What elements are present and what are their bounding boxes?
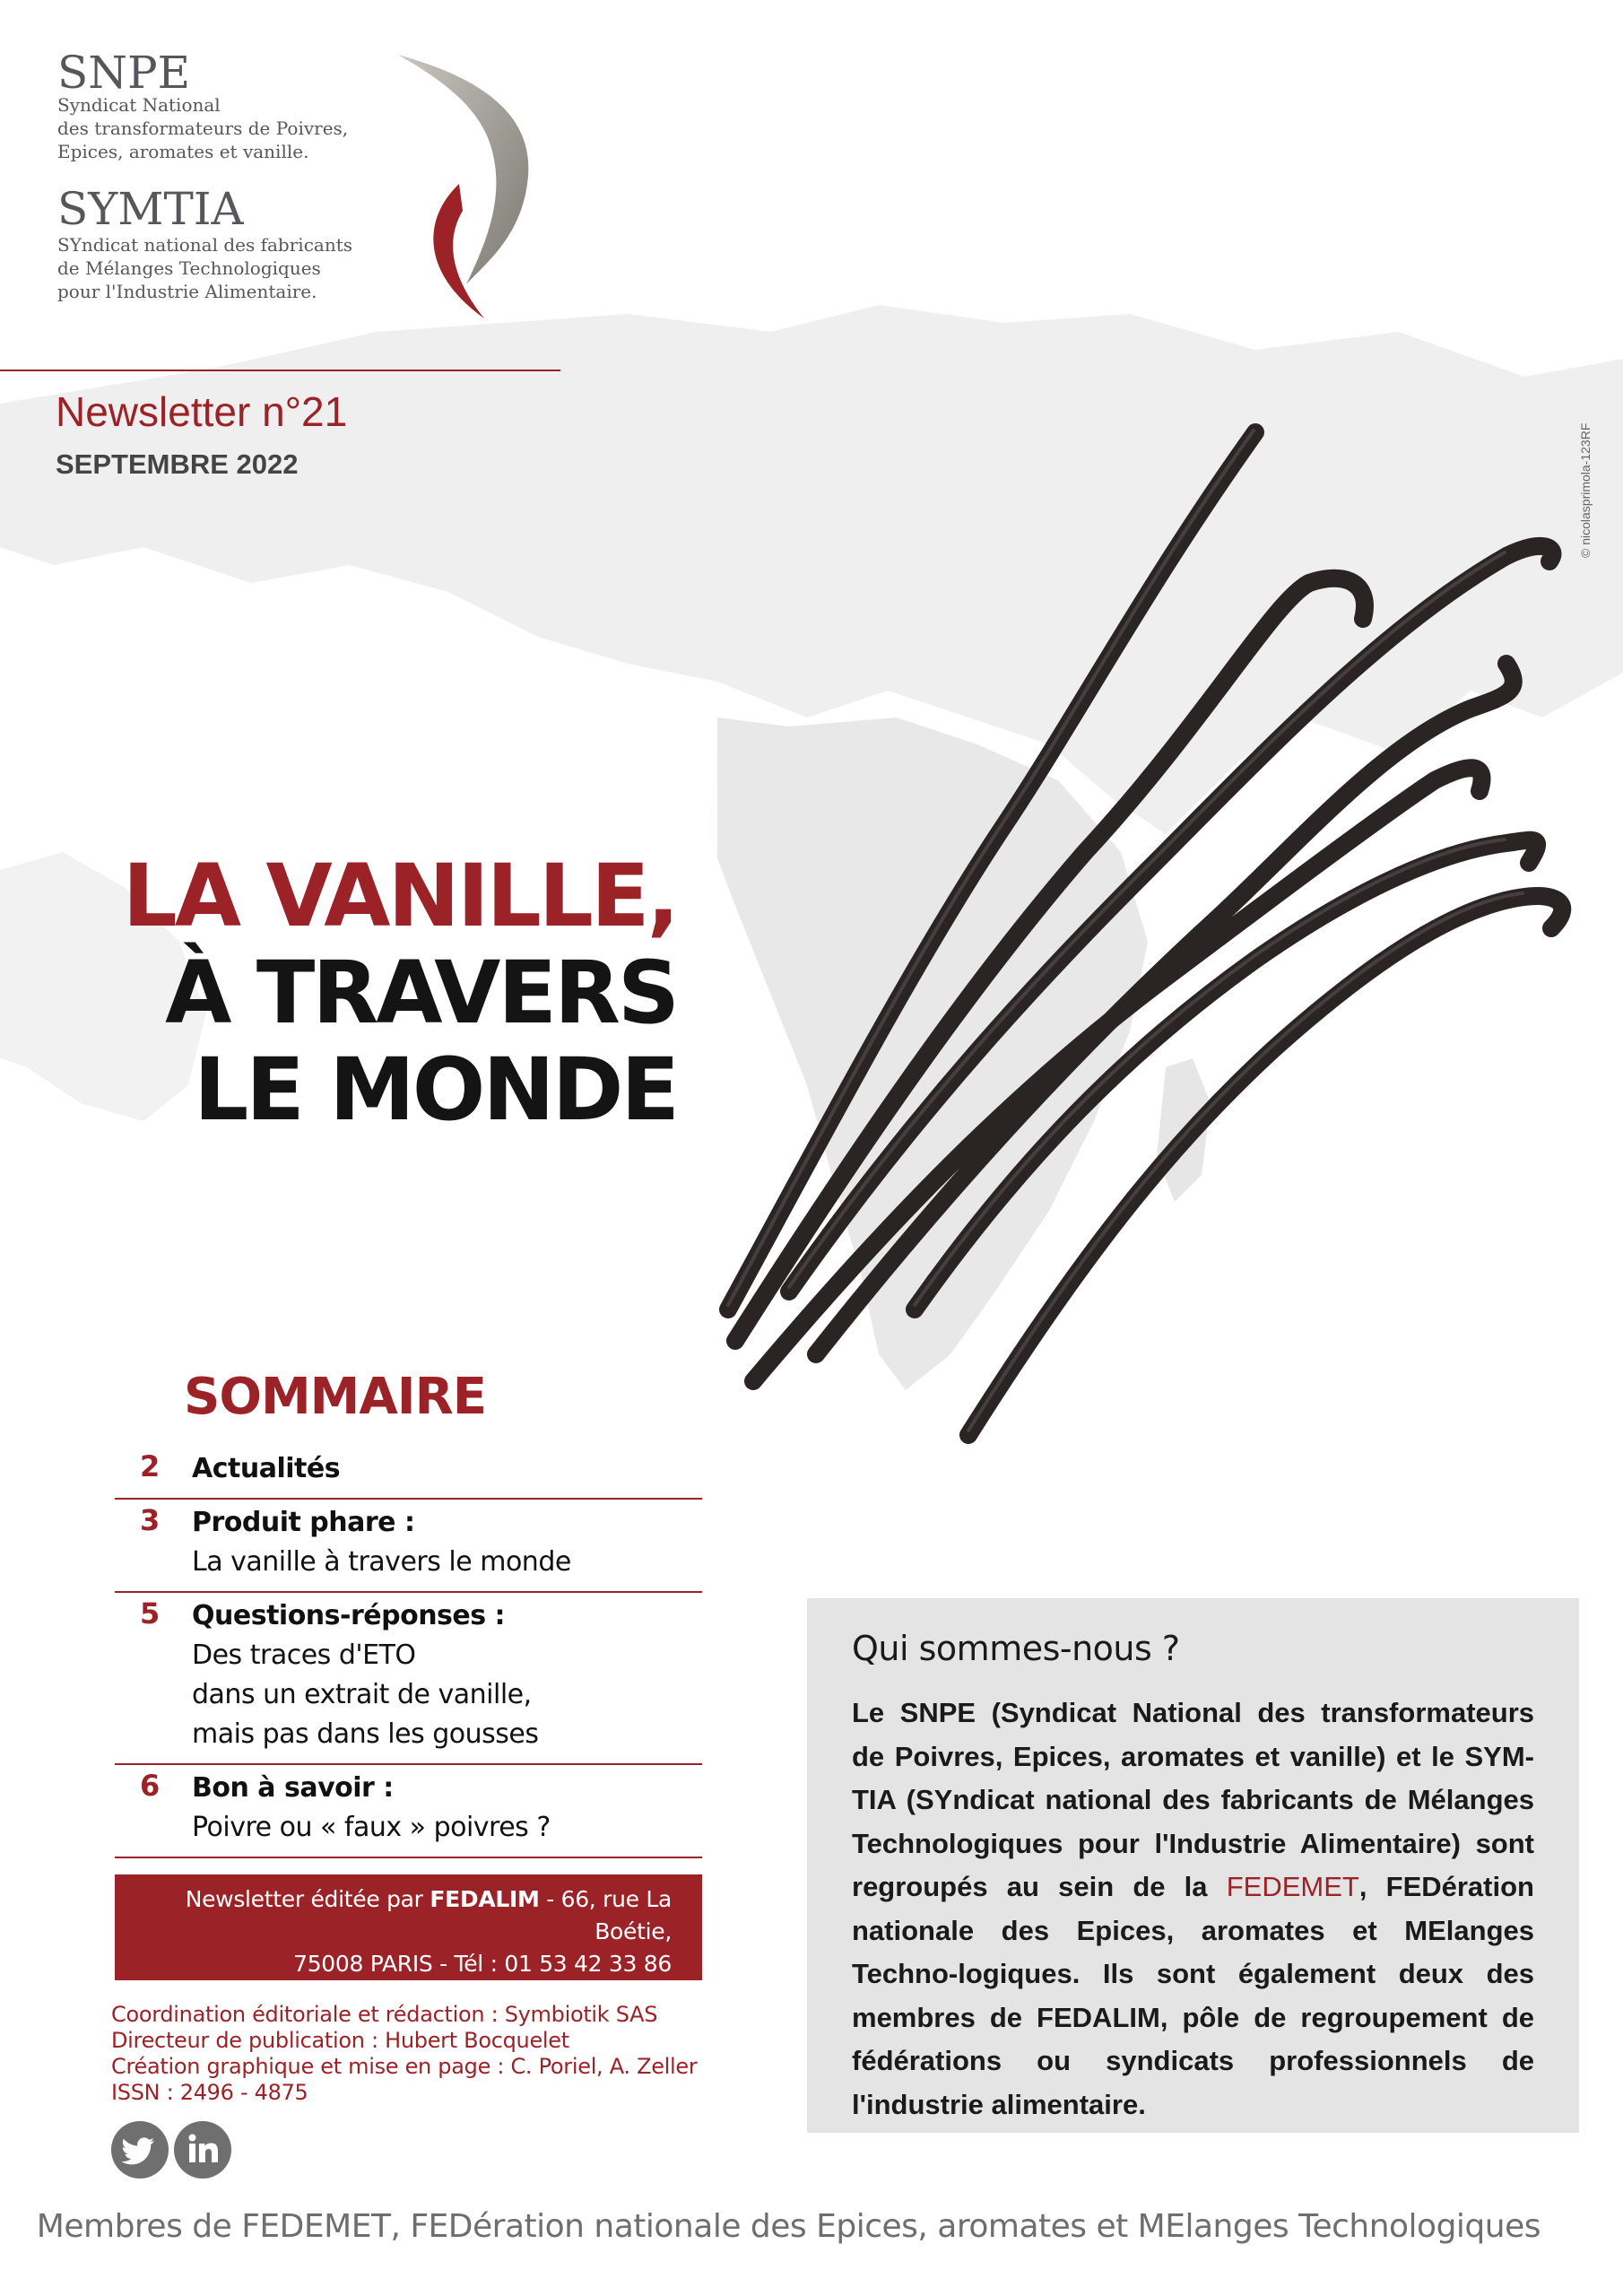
toc-item-title: Bon à savoir : [192,1772,394,1804]
about-text-part: Le SNPE (Syndicat National des transformateurs de Poivres, Epices, aromates et vanille) et le SYM-TIA (SYndicat national des fabricants de Mélanges Technologiques pour l'Industrie Alimentaire) sont regroupés au sein de la [852,1697,1534,1902]
toc-item-subtitle: La vanille à travers le monde [192,1546,571,1578]
footer-text: Membres de FEDEMET, FEDération nationale des Epices, aromates et MElanges Technologiques [36,2208,1541,2245]
toc-page-number: 6 [140,1769,161,1803]
credit-line: Coordination éditoriale et rédaction : Symbiotik SAS [111,2002,658,2027]
toc-page-number: 5 [140,1596,161,1631]
vanilla-pods-illustration [699,404,1596,1480]
main-title-line-1: LA VANILLE, [122,846,677,946]
newsletter-date: SEPTEMBRE 2022 [56,448,299,480]
toc-item-title: Produit phare : [192,1507,415,1538]
about-text-part: , FEDération nationale des Epices, aromates et MElanges Techno-logiques. Ils sont également deux des membres de FEDALIM, pôle de regroupement de fédérations ou syndicats professionnels de l'industrie alimentaire. [852,1871,1534,2120]
publisher-address: - 66, rue La Boétie, [539,1886,672,1944]
toc-item[interactable] [115,1593,702,1765]
snpe-description: Syndicat National des transformateurs de Poivres, Epices, aromates et vanille. [57,94,349,162]
symtia-description: SYndicat national des fabricants de Mélanges Technologiques pour l'Industrie Alimentaire. [57,234,352,302]
snpe-logo-name: SNPE [57,47,191,99]
linkedin-icon[interactable] [174,2121,231,2179]
about-heading: Qui sommes-nous ? [852,1629,1180,1668]
photo-credit: © nicolasprimola-123RF [1578,422,1593,558]
publisher-org: FEDALIM [430,1886,540,1912]
publisher-line-2: 75008 PARIS - Tél : 01 53 42 33 86 [293,1951,672,1977]
publisher-box [115,1874,702,2009]
newsletter-number: Newsletter n°21 [56,388,348,435]
toc-page-number: 3 [140,1503,161,1537]
about-box [807,1598,1579,2133]
sommaire-heading: SOMMAIRE [184,1368,486,1426]
table-of-contents [115,1446,702,1858]
editorial-credits [111,2002,697,2106]
toc-item-title: Questions-réponses : [192,1600,506,1631]
twitter-icon[interactable] [111,2121,169,2179]
swoosh-logo-icon [386,49,547,327]
toc-item[interactable] [115,1500,702,1593]
header-divider [0,370,560,371]
toc-item-subtitle: Poivre ou « faux » poivres ? [192,1812,551,1843]
credit-line: ISSN : 2496 - 4875 [111,2080,308,2105]
toc-item-title: Actualités [192,1453,341,1484]
fedemet-highlight: FEDEMET [1226,1871,1359,1902]
credit-line: Directeur de publication : Hubert Bocquelet [111,2028,569,2053]
toc-page-number: 2 [140,1449,161,1483]
publisher-prefix: Newsletter éditée par [185,1886,430,1912]
publisher-line-1 [115,1883,672,1948]
credit-line: Création graphique et mise en page : C. Poriel, A. Zeller [111,2054,698,2079]
main-title-line-2: À TRAVERS [165,943,677,1043]
main-title-line-3: LE MONDE [194,1039,677,1140]
toc-item-subtitle: Des traces d'ETO dans un extrait de vanille, mais pas dans les gousses [192,1639,539,1750]
publisher-website[interactable]: www.fedalim.net [461,1983,672,2009]
toc-item[interactable] [115,1765,702,1858]
about-text [852,1692,1534,2126]
toc-item[interactable] [115,1446,702,1500]
symtia-logo-name: SYMTIA [57,183,244,235]
